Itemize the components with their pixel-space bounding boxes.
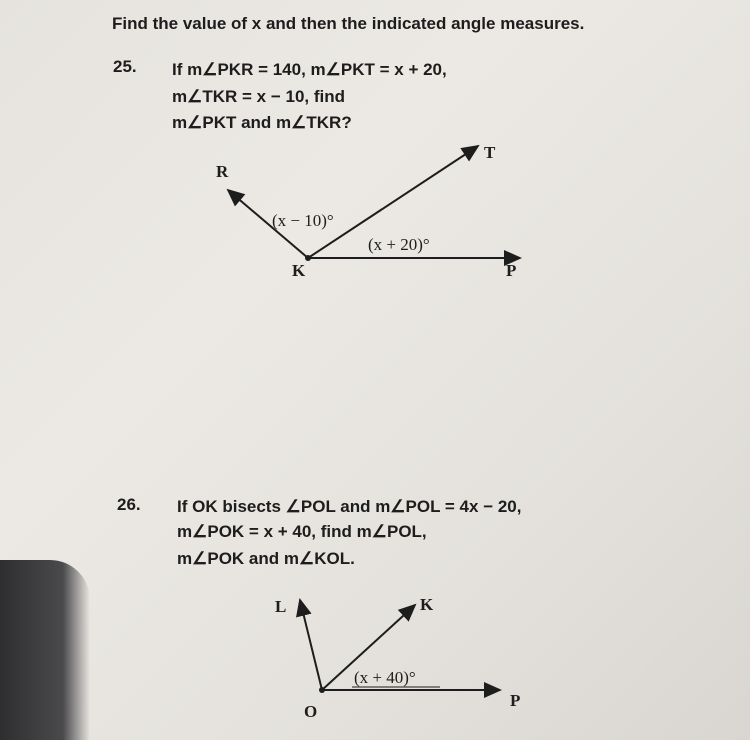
instructions: Find the value of x and then the indicated angle measures. bbox=[112, 14, 585, 33]
problem-26-number: 26. bbox=[117, 495, 141, 514]
ray-OL bbox=[300, 600, 322, 690]
point-label-L: L bbox=[275, 597, 287, 616]
problem-25-line-2: m∠TKR = x − 10, find bbox=[172, 87, 346, 106]
figure-26 bbox=[275, 595, 520, 721]
angle-label-PKT: (x + 20)° bbox=[368, 235, 430, 254]
point-label-K: K bbox=[420, 595, 434, 614]
problem-26-line-2: m∠POK = x + 40, find m∠POL, bbox=[177, 522, 427, 541]
vertex-K bbox=[305, 255, 311, 261]
problem-26-line-1: If OK bisects ∠POL and m∠POL = 4x − 20, bbox=[177, 497, 522, 516]
problem-25-number: 25. bbox=[113, 57, 137, 76]
problem-26-line-3: m∠POK and m∠KOL. bbox=[177, 549, 355, 568]
point-label-P: P bbox=[510, 691, 521, 710]
problem-25-line-3: m∠PKT and m∠TKR? bbox=[172, 113, 352, 132]
figure-25 bbox=[216, 143, 520, 280]
point-label-K: K bbox=[292, 261, 306, 280]
angle-label-POK: (x + 40)° bbox=[354, 668, 416, 687]
point-label-P: P bbox=[506, 261, 517, 280]
problem-25-line-1: If m∠PKR = 140, m∠PKT = x + 20, bbox=[172, 60, 447, 79]
vertex-O bbox=[319, 687, 325, 693]
point-label-T: T bbox=[484, 143, 496, 162]
point-label-O: O bbox=[304, 702, 318, 721]
point-label-R: R bbox=[216, 162, 229, 181]
angle-label-TKR: (x − 10)° bbox=[272, 211, 334, 230]
